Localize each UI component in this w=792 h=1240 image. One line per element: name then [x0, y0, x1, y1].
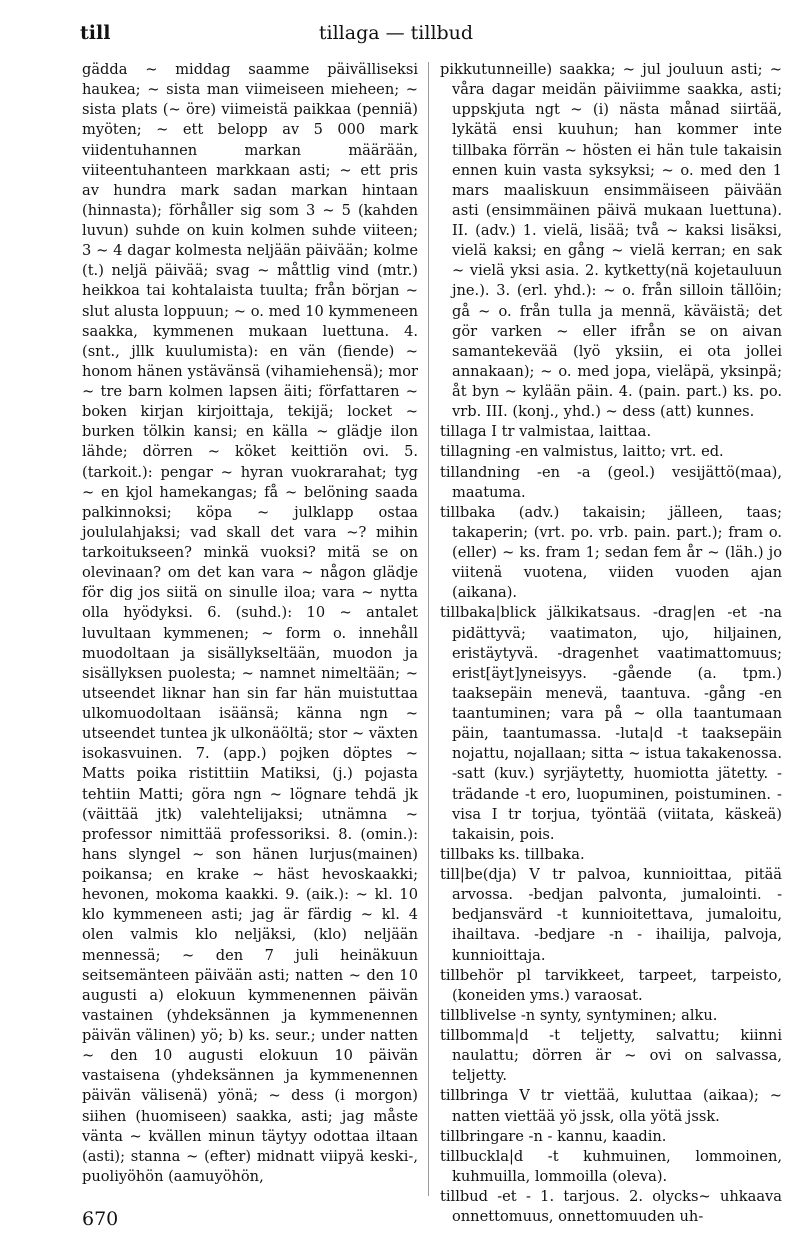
continuation-text: pikkutunneille) saakka; ~ jul jouluun asti; ~ våra dagar meidän päiviimme saakka, asti; uppskjuta ngt ~ (i) nästa månad siirtää, lykätä ensi kuuhun; han kommer inte tillbaka förrän ~ hösten ei hän tule takaisin ennen kuin vasta syksyksi; ~ o. med den 1 mars maaliskuun ensimmäiseen päivään asti (ensimmäinen päivä mukaan luettuna). II. (adv.) 1. vielä, lisää; två ~ kaksi lisäksi, vielä kaksi; en gång ~ vielä kerran; en sak ~ vielä yksi asia. 2. kytketty(nä kojetauluun jne.). 3. (erl. yhd.): ~ o. från silloin tällöin; gå ~ o. från tulla ja mennä, käväistä; det gör varken ~ eller ifrån se on aivan samantekevää (lyö yksiin, ei ota jollei annakaan); ~ o. med jopa, vieläpä, yksinpä; åt byn ~ kylään päin. 4. (pain. part.) ks. po. vrb. III. (konj., yhd.) ~ dess (att) kunnes. — [440, 61, 782, 421]
dictionary-entry: tillbaka (adv.) takaisin; jälleen, taas; takaperin; (vrt. po. vrb. pain. part.); fram o. (eller) ~ ks. fram 1; sedan fem år ~ (läh.) jo viitenä vuotena, viiden vuoden ajan (aikana). — [440, 503, 782, 602]
dictionary-entry: tillbomma|d -t teljetty, salvattu; kiinni naulattu; dörren är ~ ovi on salvassa, teljetty. — [440, 1027, 782, 1085]
dictionary-entry: tillbaks ks. tillbaka. — [440, 845, 585, 863]
dictionary-entry: till|be(dja) V tr palvoa, kunnioittaa, pitää arvossa. -bedjan palvonta, jumalointi. -bedjansvärd -t kunnioitettava, jumaloitu, ihailtava. -bedjare -n - ihailija, palvoja, kunnioittaja. — [440, 866, 782, 964]
column-divider — [428, 62, 429, 1196]
dictionary-entry: tillbehör pl tarvikkeet, tarpeet, tarpeisto, (koneiden yms.) varaosat. — [440, 966, 782, 1004]
page-number: 670 — [82, 1208, 119, 1230]
dictionary-entry: tillbuckla|d -t kuhmuinen, lommoinen, kuhmuilla, lommoilla (oleva). — [440, 1147, 782, 1185]
dictionary-entry: tillblivelse -n synty, syntyminen; alku. — [440, 1006, 718, 1024]
dictionary-entry: tillaga I tr valmistaa, laittaa. — [440, 423, 652, 441]
right-column — [440, 60, 782, 1227]
dictionary-entry: tillbringa V tr viettää, kuluttaa (aikaa); ~ natten viettää yö jssk, olla yötä jssk. — [440, 1087, 782, 1125]
dictionary-entry: tillbringare -n - kannu, kaadin. — [440, 1127, 667, 1145]
left-column-text: gädda ~ middag saamme päivälliseksi haukea; ~ sista man viimeiseen mieheen; ~ sista plats (~ öre) viimeistä paikkaa (penniä) myöten; ~ ett belopp av 5 000 mark viidentuhannen markan määrään, viiteentuhanteen markkaan asti; ~ ett pris av hundra mark sadan markan hintaan (hinnasta); förhåller sig som 3 ~ 5 (kahden luvun) suhde on kuin kolmen suhde viiteen; 3 ~ 4 dagar kolmesta neljään päivään; kolme (t.) neljä päivää; svag ~ måttlig vind (mtr.) heikkoa tai kohtalaista tuulta; från början ~ slut alusta loppuun; ~ o. med 10 kymmeneen saakka, kymmenen mukaan luettuna. 4. (snt., jllk kuulumista): en vän (fiende) ~ honom hänen ystävänsä (vihamiehensä); mor ~ tre barn kolmen lapsen äiti; författaren ~ boken kirjan kirjoittaja, tekijä; locket ~ burken tölkin kansi; en källa ~ glädje ilon lähde; dörren ~ köket keittiön ovi. 5. (tarkoit.): pengar ~ hyran vuokrarahat; tyg ~ en kjol hamekangas; få ~ belöning saada palkinnoksi; köpa ~ julklapp ostaa joululahjaksi; vad skall det vara ~? mihin tarkoitukseen? minkä vuoksi? mitä se on olevinaan? om det kan vara ~ någon glädje för dig jos siitä on sinulle iloa; vara ~ nytta olla hyödyksi. 6. (suhd.): 10 ~ antalet luvultaan kymmenen; ~ form o. innehåll muodoltaan ja sisällykseltään, muodon ja sisällyksen puolesta; ~ namnet nimeltään; ~ utseendet liknar han sin far hän muistuttaa ulkomuodoltaan isäänsä; känna ngn ~ utseendet tuntea jk ulkonäöltä; stor ~ växten isokasvuinen. 7. (app.) pojken döptes ~ Matts poika ristittiin Matiksi, (j.) pojasta tehtiin Matti; göra ngn ~ lögnare tehdä jk (väittää jtk) valehtelijaksi; utnämna ~ professor nimittää professoriksi. 8. (omin.): hans slyngel ~ son hänen lurjus(mainen) poikansa; en krake ~ häst hevoskaakki; hevonen, mokoma kaakki. 9. (aik.): ~ kl. 10 klo kymmeneen asti; jag är färdig ~ kl. 4 olen valmis klo neljäksi, (klo) neljään mennessä; ~ den 7 juli heinäkuun seitsemänteen päivään asti; natten ~ den 10 augusti a) elokuun kymmenennen päivän vastainen (yhdeksännen ja kymmenennen päivän välinen) yö; b) ks. seur.; under natten ~ den 10 augusti elokuun 10 päivän vastaisena (yhdeksännen ja kymmenennen päivän välisenä) yönä; ~ dess (i morgon) siihen (huomiseen) saakka, asti; jag måste vänta ~ kvällen minun täytyy odottaa iltaan (asti); stanna ~ (efter) midnatt viipyä keski-, puoliyöhön (aamuyöhön, — [82, 61, 418, 1185]
guide-word: till — [80, 22, 111, 44]
page-title: tillaga — tillbud — [318, 22, 474, 44]
dictionary-entry: tillandning -en -a (geol.) vesijättö(maa), maatuma. — [440, 463, 782, 501]
left-column — [82, 60, 418, 1187]
page-header — [0, 0, 792, 60]
dictionary-entry: tillbud -et - 1. tarjous. 2. olycks~ uhkaava onnettomuus, onnettomuuden uh- — [440, 1188, 782, 1226]
dictionary-entry: tillbaka|blick jälkikatsaus. -drag|en -et -na pidättyvä; vaatimaton, ujo, hiljainen, eristäytyvä. -dragenhet vaatimattomuus; erist[äyt]yneisyys. -gående (a. tpm.) taaksepäin menevä, taantuva. -gång -en taantuminen; vara på ~ olla taantumaan päin, taantumassa. -luta|d -t taaksepäin nojattu, nojallaan; sitta ~ istua takakenossa. -satt (kuv.) syrjäytetty, huomiotta jätetty. -trädande -t ero, luopuminen, poistuminen. -visa I tr torjua, työntää (viitata, käskeä) takaisin, pois. — [440, 604, 782, 843]
dictionary-entry: tillagning -en valmistus, laitto; vrt. ed. — [440, 443, 724, 461]
